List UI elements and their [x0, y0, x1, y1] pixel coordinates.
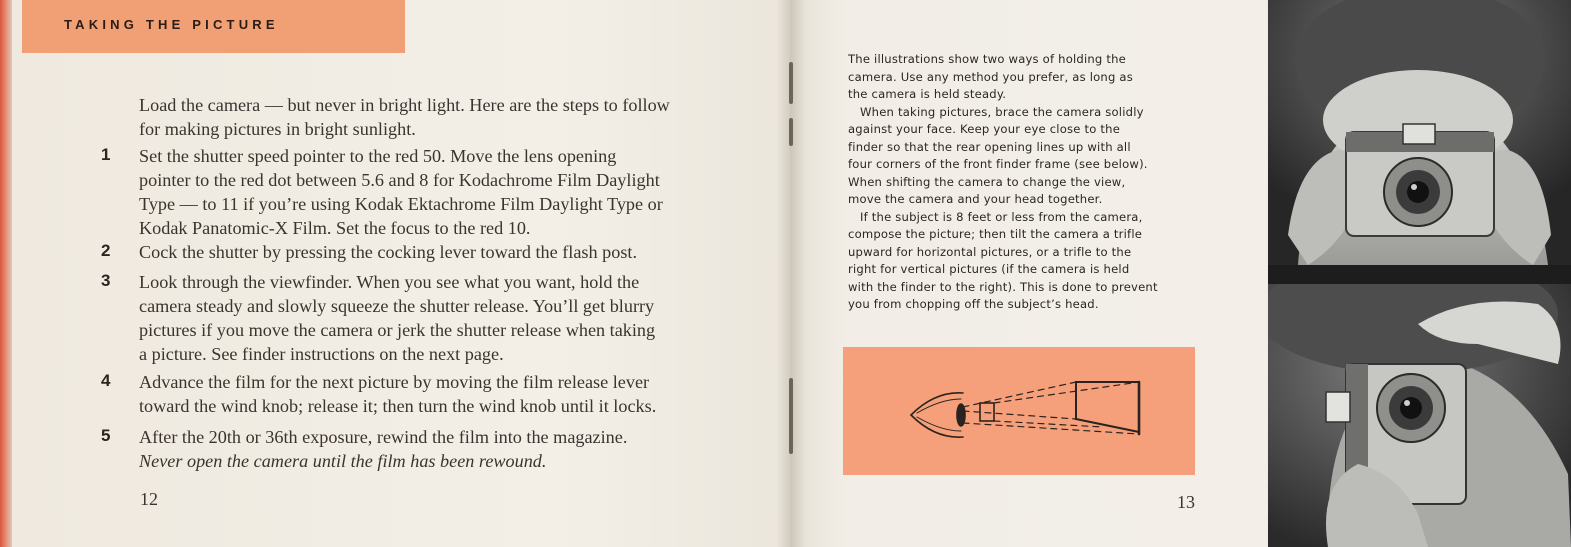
text-line: compose the picture; then tilt the camera a trifle [848, 227, 1143, 241]
text-line: The illustrations show two ways of holding the [848, 52, 1127, 66]
staple [789, 378, 793, 454]
step-5-text [139, 425, 739, 473]
photo-column [1268, 0, 1571, 547]
text-line: for making pictures in bright sunlight. [139, 119, 416, 139]
text-line: camera. Use any method you prefer, as long as [848, 69, 1133, 84]
eye-viewfinder-icon [843, 347, 1195, 475]
text-line: Cock the shutter by pressing the cocking lever toward the flash post. [139, 242, 638, 262]
step-number: 1 [101, 145, 111, 164]
text-line: When taking pictures, brace the camera solidly [860, 104, 1144, 119]
step-3-text [139, 270, 739, 366]
page-edge [0, 0, 12, 547]
text-line: with the finder to the right). This is done to prevent [848, 279, 1158, 294]
text-line: a picture. See finder instructions on the next page. [139, 344, 504, 364]
step-number: 5 [101, 426, 111, 445]
text-line: upward for horizontal pictures, or a trifle to the [848, 244, 1132, 259]
section-title: TAKING THE PICTURE [64, 17, 279, 32]
staple [789, 118, 793, 146]
step-1-text [139, 144, 739, 240]
text-line: pictures if you move the camera or jerk the shutter release when taking [139, 320, 656, 340]
page-number-right: 13 [1177, 492, 1195, 512]
paragraph [848, 209, 1200, 314]
text-line: If the subject is 8 feet or less from the camera, [860, 209, 1143, 224]
staple [789, 62, 793, 104]
text-line: Kodak Panatomic-X Film. Set the focus to the red 10. [139, 218, 531, 238]
text-line: pointer to the red dot between 5.6 and 8 for Kodachrome Film Daylight [139, 170, 660, 190]
eye-viewfinder-diagram [843, 347, 1195, 475]
step-number: 2 [101, 241, 111, 260]
text-line: When shifting the camera to change the view, [848, 174, 1126, 189]
step-2-text [139, 240, 739, 264]
warning-line: Never open the camera until the film has been rewound. [139, 451, 547, 471]
text-line: you from chopping off the subject’s head. [848, 297, 1099, 311]
step-number: 3 [101, 271, 111, 290]
text-line: Load the camera — but never in bright light. Here are the steps to follow [139, 95, 670, 115]
page-number-left: 12 [140, 489, 158, 509]
text-line: Look through the viewfinder. When you see what you want, hold the [139, 272, 640, 292]
woman-holding-camera-horizontal-photo [1268, 0, 1571, 265]
text-line: After the 20th or 36th exposure, rewind the film into the magazine. [139, 427, 628, 447]
woman-holding-camera-vertical-photo [1268, 284, 1571, 547]
text-line: against your face. Keep your eye close to the [848, 122, 1121, 136]
text-line: toward the wind knob; release it; then turn the wind knob until it locks. [139, 396, 657, 416]
text-line: Type — to 11 if you’re using Kodak Ektachrome Film Daylight Type or [139, 194, 663, 214]
text-line: the camera is held steady. [848, 87, 1007, 101]
paragraph [848, 51, 1200, 104]
step-number: 4 [101, 371, 111, 390]
intro-paragraph [139, 93, 739, 141]
text-line: Set the shutter speed pointer to the red 50. Move the lens opening [139, 146, 617, 166]
paragraph [848, 104, 1200, 209]
right-body-text [848, 51, 1200, 314]
text-line: move the camera and your head together. [848, 192, 1103, 206]
text-line: camera steady and slowly squeeze the shutter release. You’ll get blurry [139, 296, 655, 316]
text-line: Advance the film for the next picture by moving the film release lever [139, 372, 650, 392]
step-4-text [139, 370, 739, 418]
text-line: four corners of the front finder frame (see below). [848, 157, 1148, 171]
text-line: finder so that the rear opening lines up with all [848, 139, 1131, 154]
text-line: right for vertical pictures (if the camera is held [848, 262, 1130, 276]
